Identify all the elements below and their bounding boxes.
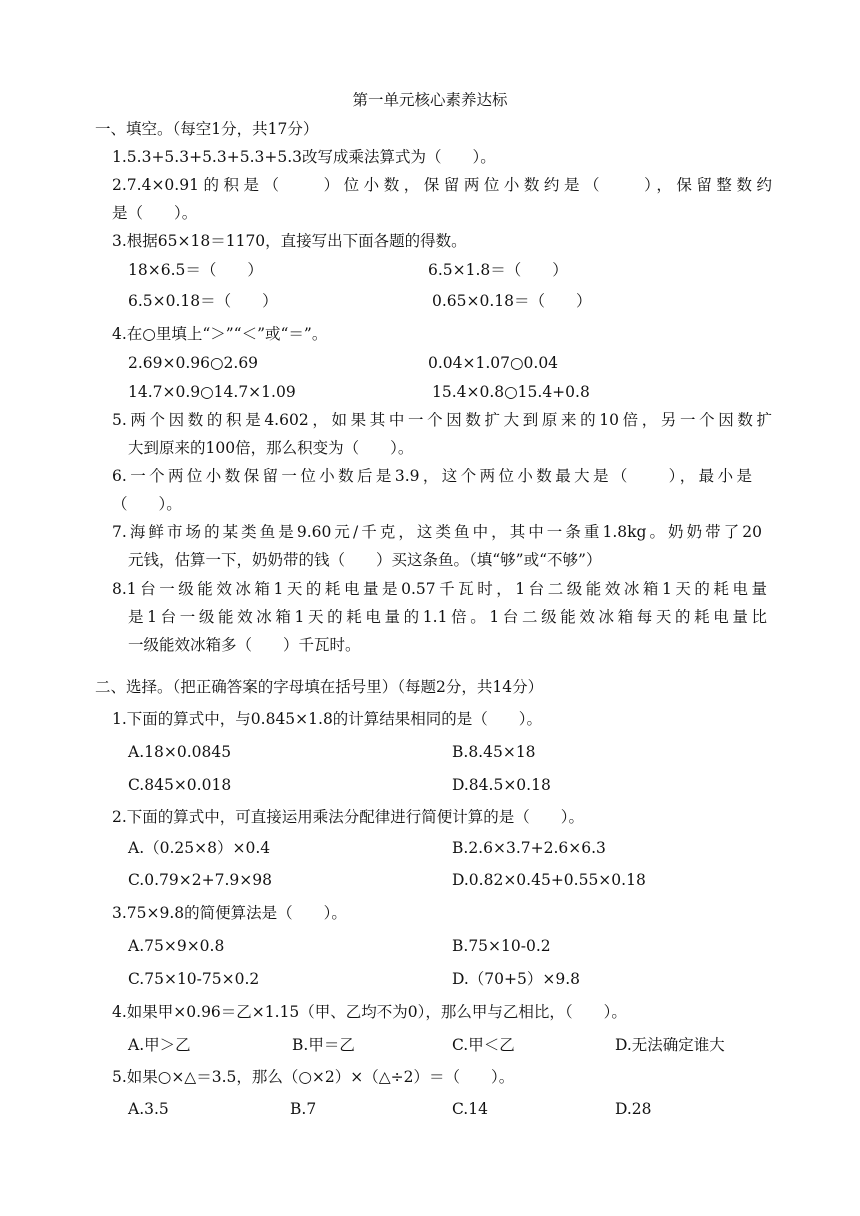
s1-q3-item: 6.5×1.8＝（ ） — [428, 261, 568, 279]
s1-question-7-line1: 7.海鲜市场的某类鱼是9.60元/千克，这类鱼中，其中一条重1.8kg。奶奶带了20 — [112, 523, 762, 541]
section-2-heading: 二、选择。（把正确答案的字母填在括号里）（每题2分，共14分） — [95, 678, 544, 696]
s2-q4-option-c: C.甲＜乙 — [452, 1036, 515, 1054]
s2-q5-option-b: B.7 — [290, 1100, 317, 1118]
section-1-heading: 一、填空。（每空1分，共17分） — [95, 120, 319, 138]
s2-q5-option-d: D.28 — [615, 1100, 652, 1118]
s1-question-7-line2: 元钱，估算一下，奶奶带的钱（ ）买这条鱼。（填“够”或“不够”） — [128, 551, 602, 569]
s2-q1-option-a: A.18×0.0845 — [128, 743, 232, 761]
s2-q1-option-c: C.845×0.018 — [128, 776, 232, 794]
s1-q3-item: 18×6.5＝（ ） — [128, 261, 263, 279]
s1-question-6-line2: （ ）。 — [112, 495, 182, 513]
s1-q3-item: 0.65×0.18＝（ ） — [432, 292, 592, 310]
s2-question-2: 2.下面的算式中，可直接运用乘法分配律进行简便计算的是（ ）。 — [112, 808, 585, 826]
s1-question-8-line1: 8.1台一级能效冰箱1天的耗电量是0.57千瓦时，1台二级能效冰箱1天的耗电量 — [112, 580, 767, 598]
s1-question-2-line1: 2.7.4×0.91的积是（ ）位小数，保留两位小数约是（ ），保留整数约 — [112, 176, 772, 194]
s2-question-5: 5.如果○×△＝3.5，那么（○×2）×（△÷2）＝（ ）。 — [112, 1068, 515, 1086]
s2-q3-option-c: C.75×10-75×0.2 — [128, 970, 260, 988]
s2-q4-option-a: A.甲＞乙 — [128, 1036, 191, 1054]
s1-q3-item: 6.5×0.18＝（ ） — [128, 292, 278, 310]
s2-q1-option-b: B.8.45×18 — [452, 743, 536, 761]
s2-question-3: 3.75×9.8的简便算法是（ ）。 — [112, 904, 347, 922]
s2-q3-option-b: B.75×10-0.2 — [452, 937, 551, 955]
s1-q4-item: 2.69×0.96○2.69 — [128, 354, 259, 372]
s2-q4-option-b: B.甲＝乙 — [292, 1036, 355, 1054]
s2-question-4: 4.如果甲×0.96＝乙×1.15（甲、乙均不为0），那么甲与乙相比，（ ）。 — [112, 1003, 627, 1021]
s1-question-5-line2: 大到原来的100倍，那么积变为（ ）。 — [128, 439, 414, 457]
s1-question-5-line1: 5.两个因数的积是4.602，如果其中一个因数扩大到原来的10倍，另一个因数扩 — [112, 411, 772, 429]
s1-question-4: 4.在○里填上“＞”“＜”或“＝”。 — [112, 325, 328, 343]
s1-question-8-line2: 是1台一级能效冰箱1天的耗电量的1.1倍。1台二级能效冰箱每天的耗电量比 — [128, 608, 767, 626]
s2-q1-option-d: D.84.5×0.18 — [452, 776, 551, 794]
s1-question-2-line2: 是（ ）。 — [112, 204, 198, 222]
s2-q2-option-a: A.（0.25×8）×0.4 — [128, 839, 271, 857]
s2-q2-option-c: C.0.79×2+7.9×98 — [128, 871, 272, 889]
s2-q3-option-a: A.75×9×0.8 — [128, 937, 225, 955]
s1-question-8-line3: 一级能效冰箱多（ ）千瓦时。 — [128, 636, 361, 654]
s1-q4-item: 14.7×0.9○14.7×1.09 — [128, 383, 296, 401]
s2-q4-option-d: D.无法确定谁大 — [615, 1036, 725, 1054]
s2-q5-option-c: C.14 — [452, 1100, 488, 1118]
s2-q2-option-b: B.2.6×3.7+2.6×6.3 — [452, 839, 606, 857]
s2-q3-option-d: D.（70+5）×9.8 — [452, 970, 581, 988]
s2-q5-option-a: A.3.5 — [128, 1100, 169, 1118]
s1-question-6-line1: 6.一个两位小数保留一位小数后是3.9，这个两位小数最大是（ ），最小是 — [112, 467, 752, 485]
s1-question-3: 3.根据65×18＝1170，直接写出下面各题的得数。 — [112, 232, 467, 250]
s2-question-1: 1.下面的算式中，与0.845×1.8的计算结果相同的是（ ）。 — [112, 710, 543, 728]
s1-question-1: 1.5.3+5.3+5.3+5.3+5.3改写成乘法算式为（ ）。 — [112, 148, 496, 166]
s1-q4-item: 0.04×1.07○0.04 — [428, 354, 559, 372]
s2-q2-option-d: D.0.82×0.45+0.55×0.18 — [452, 871, 646, 889]
s1-q4-item: 15.4×0.8○15.4+0.8 — [432, 383, 590, 401]
page-title: 第一单元核心素养达标 — [352, 91, 508, 109]
